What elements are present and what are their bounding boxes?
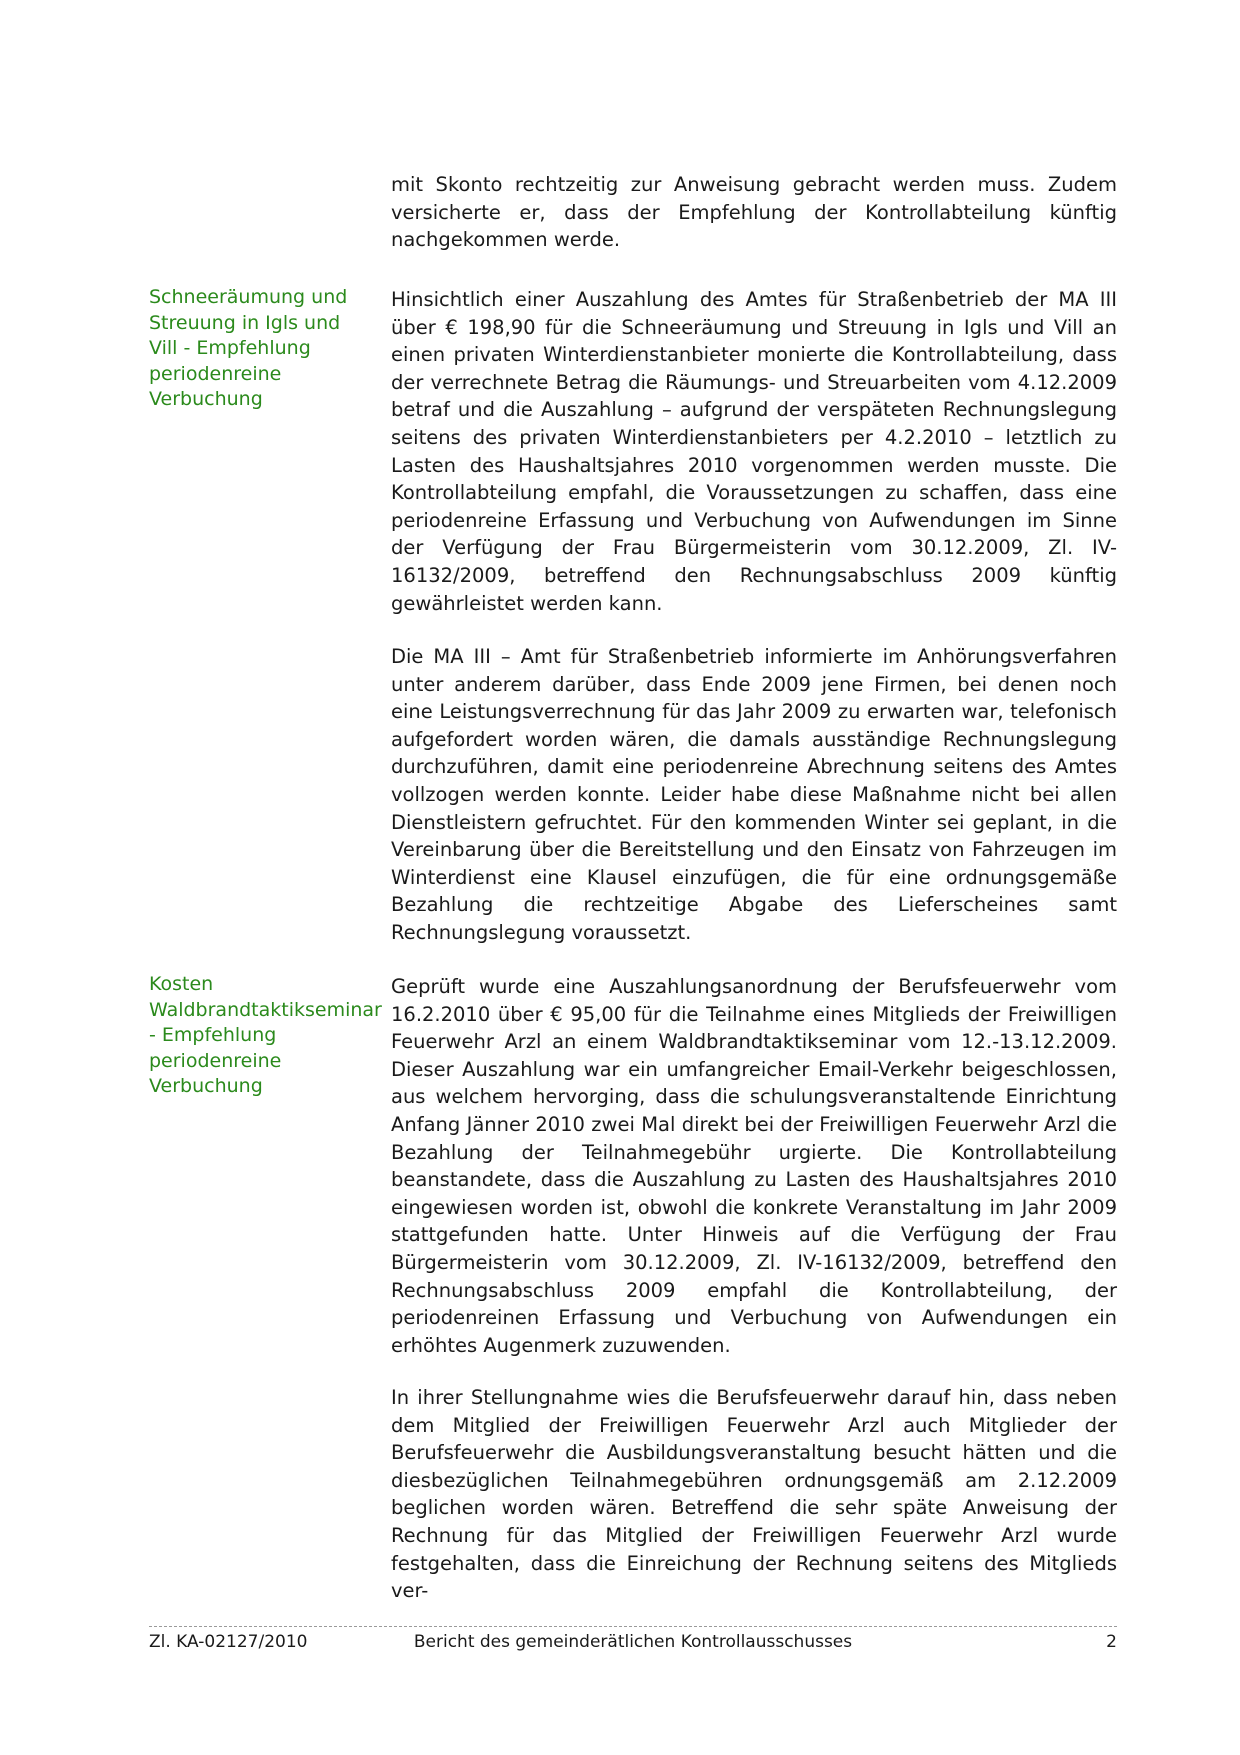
page-number: 2	[1106, 1632, 1117, 1652]
margin-note-waldbrandseminar: Kosten Waldbrandtaktikseminar - Empfehlung periodenreine Verbuchung	[149, 973, 382, 1097]
footer-title: Bericht des gemeinderätlichen Kontrollausschusses	[413, 1632, 853, 1652]
paragraph-waldbrandseminar: Geprüft wurde eine Auszahlungsanordnung der Berufsfeuerwehr vom 16.2.2010 über € 95,00 für die Teilnahme eines Mitglieds der Freiwilligen Feuerwehr Arzl an einem Waldbrandtaktikseminar vom 12.-13.12.2009. Dieser Auszahlung war ein umfangreicher Email-Verkehr beigeschlossen, aus welchem hervorging, dass die schulungsveranstaltende Einrichtung Anfang Jänner 2010 zwei Mal direkt bei der Freiwilligen Feuerwehr Arzl die Bezahlung der Teilnahmegebühr urgierte. Die Kontrollabteilung beanstandete, dass die Auszahlung zu Lasten des Haushaltsjahres 2010 eingewiesen worden ist, obwohl die konkrete Veranstaltung im Jahr 2009 stattgefunden hatte. Unter Hinweis auf die Verfügung der Frau Bürgermeisterin vom 30.12.2009, Zl. IV-16132/2009, betreffend den Rechnungsabschluss 2009 empfahl die Kontrollabteilung, der periodenreinen Erfassung und Verbuchung von Aufwendungen ein erhöhtes Augenmerk zuzuwenden.	[391, 975, 1117, 1357]
margin-note-schneeraeumung: Schneeräumung und Streuung in Igls und Vill - Empfehlung periodenreine Verbuchung	[149, 286, 348, 410]
footer-divider	[149, 1626, 1117, 1627]
paragraph-continuation: mit Skonto rechtzeitig zur Anweisung gebracht werden muss. Zudem versicherte er, dass der Empfehlung der Kontrollabteilung künftig nachgekommen werde.	[391, 173, 1117, 252]
paragraph-schneeraeumung: Hinsichtlich einer Auszahlung des Amtes für Straßenbetrieb der MA III über € 198,90 für die Schneeräumung und Streuung in Igls und Vill an einen privaten Winterdienstanbieter monierte die Kontrollabteilung, dass der verrechnete Betrag die Räumungs- und Streuarbeiten vom 4.12.2009 betraf und die Auszahlung – aufgrund der verspäteten Rechnungslegung seitens des privaten Winterdienstanbieters per 4.2.2010 – letztlich zu Lasten des Haushaltsjahres 2010 vorgenommen werden musste. Die Kontrollabteilung empfahl, die Voraussetzungen zu schaffen, dass eine periodenreine Erfassung und Verbuchung von Aufwendungen im Sinne der Verfügung der Frau Bürgermeisterin vom 30.12.2009, Zl. IV-16132/2009, betreffend den Rechnungsabschluss 2009 künftig gewährleistet werden kann.	[391, 288, 1117, 615]
paragraph-stellungnahme-berufsfeuerwehr: In ihrer Stellungnahme wies die Berufsfeuerwehr darauf hin, dass neben dem Mitglied der Freiwilligen Feuerwehr Arzl auch Mitglieder der Berufsfeuerwehr die Ausbildungsveranstaltung besucht hätten und die diesbezüglichen Teilnahmegebühren ordnungsgemäß am 2.12.2009 beglichen worden wären. Betreffend die sehr späte Anweisung der Rechnung für das Mitglied der Freiwilligen Feuerwehr Arzl wurde festgehalten, dass die Einreichung der Rechnung seitens des Mitglieds ver-	[391, 1386, 1117, 1603]
footer-reference: Zl. KA-02127/2010	[149, 1632, 308, 1652]
paragraph-stellungnahme-ma3: Die MA III – Amt für Straßenbetrieb informierte im Anhörungsverfahren unter anderem darüber, dass Ende 2009 jene Firmen, bei denen noch eine Leistungsverrechnung für das Jahr 2009 zu erwarten war, telefonisch aufgefordert worden wären, die damals ausständige Rechnungslegung durchzuführen, damit eine periodenreine Abrechnung seitens des Amtes vollzogen werden konnte. Leider habe diese Maßnahme nicht bei allen Dienstleistern gefruchtet. Für den kommenden Winter sei geplant, in die Vereinbarung über die Bereitstellung und den Einsatz von Fahrzeugen im Winterdienst eine Klausel einzufügen, die für eine ordnungsgemäße Bezahlung die rechtzeitige Abgabe des Lieferscheines samt Rechnungslegung voraussetzt.	[391, 645, 1117, 944]
